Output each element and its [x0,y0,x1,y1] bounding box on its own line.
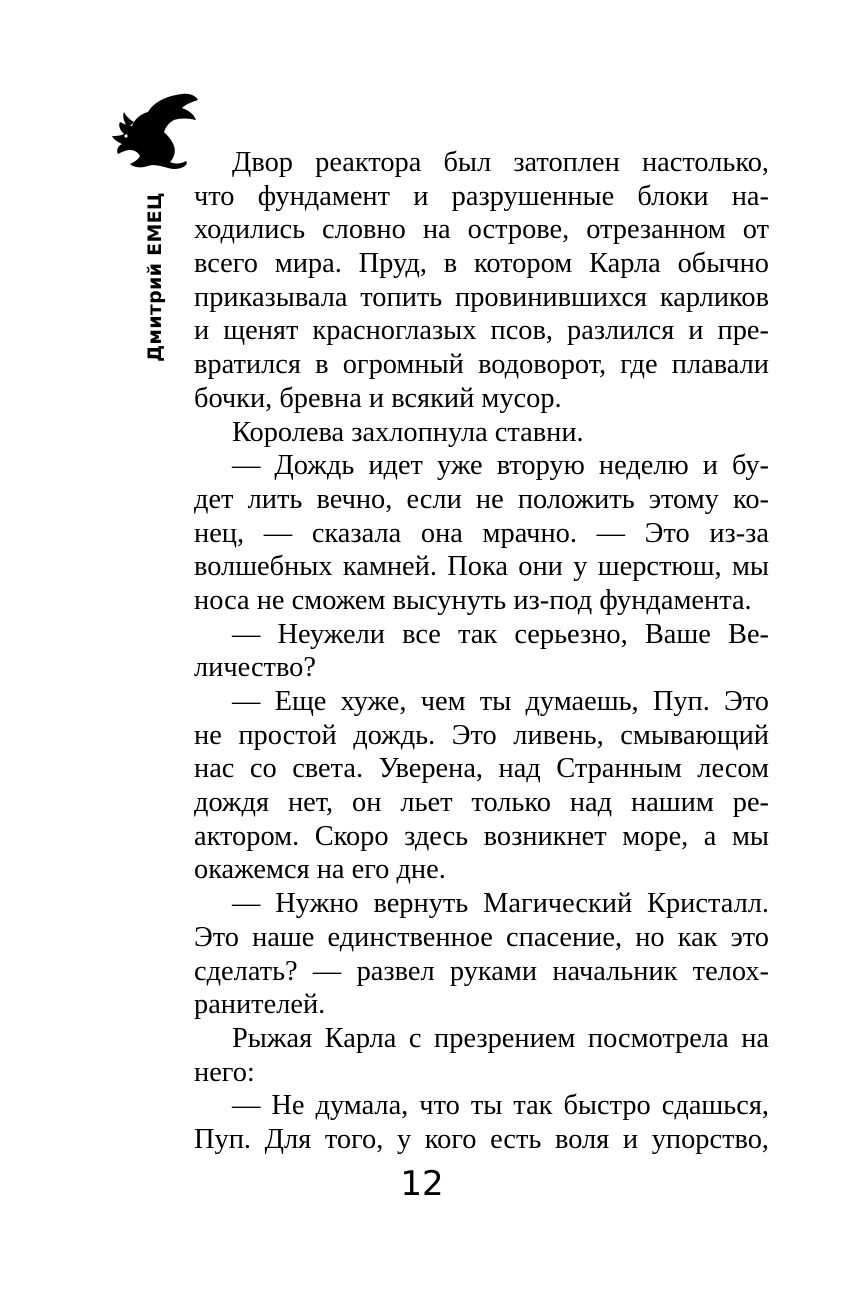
text-line: дет лить вечно, если не положить этому ко- [194,483,769,515]
text-line: Королева захлопнула ставни. [232,416,584,448]
text-line: волшебных камней. Пока они у шерстюш, мы [194,551,769,583]
text-line: Это наше единственное спасение, но как это [194,921,769,953]
text-line: — Неужели все так серьезно, Ваше Ве- [232,618,769,650]
text-line: окажемся на его дне. [194,854,446,886]
text-line: сделать? — развел руками начальник телох- [194,955,769,987]
text-line: Двор реактора был затоплен настолько, [232,147,769,178]
text-line: и щенят красноглазых псов, разлился и пре- [194,315,769,347]
dragon-icon [108,92,200,174]
text-line: не простой дождь. Это ливень, смывающий [194,719,769,751]
text-line: ранителей. [194,989,326,1021]
text-line: носа не сможем высунуть из-под фундамента. [194,584,752,616]
text-line: Рыжая Карла с презрением посмотрела на [232,1022,769,1054]
text-line: Пуп. Для того, у кого есть воля и упорство, [194,1123,769,1155]
text-line: что фундамент и разрушенные блоки на- [194,180,769,212]
text-line: личество? [194,652,316,684]
text-line: приказывала топить провинившихся карликов [194,281,769,313]
author-name: Дмитрий ЕМЕЦ [144,192,166,362]
page-number: 12 [400,1164,444,1204]
text-line: — Не думала, что ты так быстро сдашься, [232,1090,769,1122]
text-line: — Нужно вернуть Магический Кристалл. [232,888,769,920]
text-line: нец, — сказала она мрачно. — Это из-за [194,517,769,549]
text-line: актором. Скоро здесь возникнет море, а мы [194,820,769,852]
text-line: нас со света. Уверена, над Странным лесом [194,753,769,785]
text-line: него: [194,1056,255,1088]
text-line: бочки, бревна и всякий мусор. [194,382,562,414]
text-line: — Дождь идет уже вторую неделю и бу- [232,450,769,482]
running-head-author [144,182,166,372]
body-text [194,146,769,1157]
text-line: дождя нет, он льет только над нашим ре- [194,787,769,819]
text-line: вратился в огромный водоворот, где плавали [194,349,769,381]
text-line: — Еще хуже, чем ты думаешь, Пуп. Это [232,686,769,717]
text-line: ходились словно на острове, отрезанном от [194,214,769,246]
text-line: всего мира. Пруд, в котором Карла обычно [194,248,769,280]
